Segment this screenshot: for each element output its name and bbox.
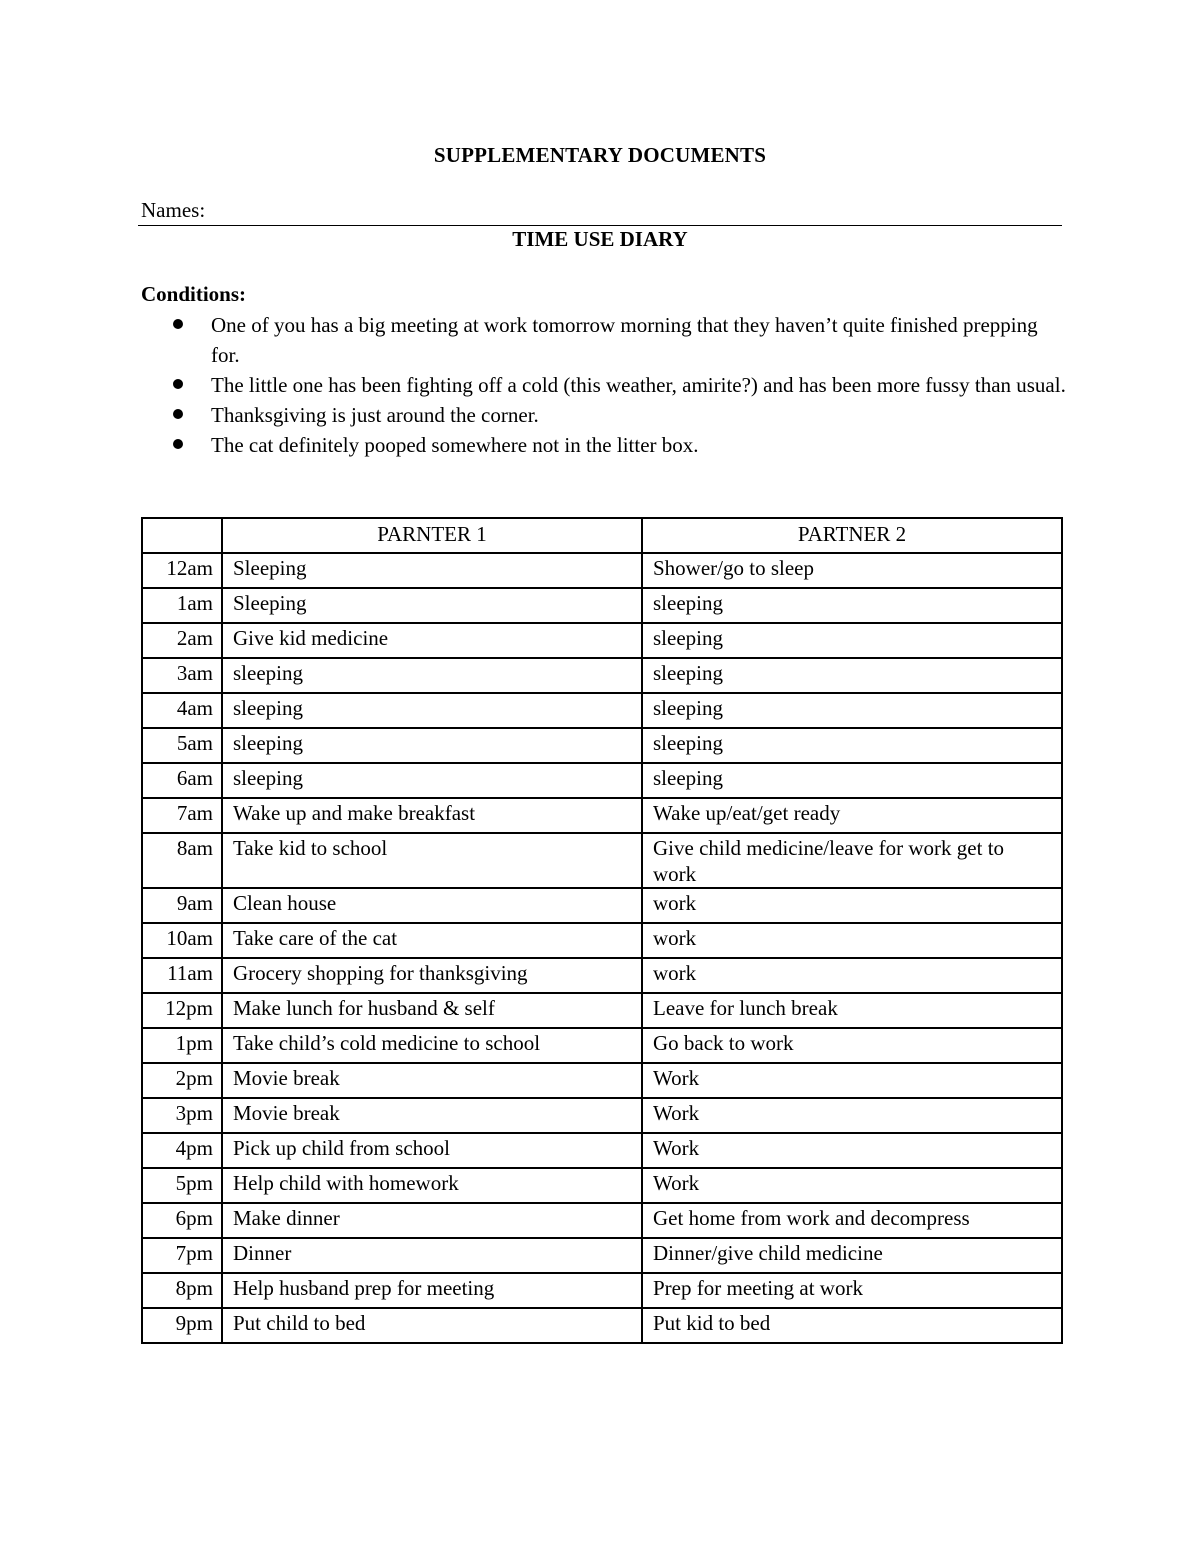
partner-2-cell[interactable]: Shower/go to sleep [642,553,1062,588]
partner-2-cell[interactable]: Give child medicine/leave for work get to work [642,833,1062,888]
table-row [142,763,1062,798]
table-row [142,993,1062,1028]
time-cell: 2am [142,623,222,658]
partner-1-cell[interactable]: Movie break [222,1063,642,1098]
condition-item [141,430,1071,460]
partner-2-cell[interactable]: work [642,888,1062,923]
table-row [142,588,1062,623]
names-label: Names: [141,198,206,222]
table-row [142,1133,1062,1168]
table-row [142,623,1062,658]
partner-1-cell[interactable]: Pick up child from school [222,1133,642,1168]
page-title: SUPPLEMENTARY DOCUMENTS [433,143,767,167]
partner-2-cell[interactable]: Get home from work and decompress [642,1203,1062,1238]
partner-1-cell[interactable]: Clean house [222,888,642,923]
header-time [142,518,222,553]
condition-item [141,400,1071,430]
partner-1-cell[interactable]: Put child to bed [222,1308,642,1343]
table-row [142,923,1062,958]
conditions-list [141,310,1071,460]
condition-text: Thanksgiving is just around the corner. [211,403,539,427]
table-row [142,658,1062,693]
time-cell: 5am [142,728,222,763]
table-row [142,1098,1062,1133]
table-row [142,693,1062,728]
partner-2-cell[interactable]: sleeping [642,763,1062,798]
partner-1-cell[interactable]: Make lunch for husband & self [222,993,642,1028]
partner-2-cell[interactable]: Work [642,1168,1062,1203]
partner-1-cell[interactable]: Take child’s cold medicine to school [222,1028,642,1063]
partner-2-cell[interactable]: Work [642,1133,1062,1168]
time-cell: 7am [142,798,222,833]
time-cell: 4am [142,693,222,728]
time-cell: 7pm [142,1238,222,1273]
condition-text: The little one has been fighting off a cold (this weather, amirite?) and has been more fussy than usual. [211,373,1066,397]
partner-1-cell[interactable]: Grocery shopping for thanksgiving [222,958,642,993]
table-row [142,1203,1062,1238]
table-row [142,1063,1062,1098]
partner-1-cell[interactable]: Make dinner [222,1203,642,1238]
condition-item [141,310,1071,370]
partner-1-cell[interactable]: sleeping [222,658,642,693]
partner-2-cell[interactable]: work [642,958,1062,993]
time-cell: 3pm [142,1098,222,1133]
partner-1-cell[interactable]: sleeping [222,763,642,798]
partner-1-cell[interactable]: sleeping [222,728,642,763]
time-cell: 9am [142,888,222,923]
bullet-icon [173,319,183,329]
time-cell: 4pm [142,1133,222,1168]
partner-2-cell[interactable]: Work [642,1063,1062,1098]
time-cell: 3am [142,658,222,693]
table-row [142,1273,1062,1308]
diary-title: TIME USE DIARY [512,227,688,251]
table-row [142,1308,1062,1343]
partner-2-cell[interactable]: Put kid to bed [642,1308,1062,1343]
time-cell: 5pm [142,1168,222,1203]
time-cell: 1pm [142,1028,222,1063]
time-cell: 8pm [142,1273,222,1308]
partner-1-cell[interactable]: sleeping [222,693,642,728]
partner-2-cell[interactable]: Wake up/eat/get ready [642,798,1062,833]
partner-1-cell[interactable]: Take kid to school [222,833,642,888]
partner-1-cell[interactable]: Help child with homework [222,1168,642,1203]
bullet-icon [173,409,183,419]
table-row [142,958,1062,993]
partner-2-cell[interactable]: Leave for lunch break [642,993,1062,1028]
table-row [142,888,1062,923]
time-cell: 8am [142,833,222,888]
partner-2-cell[interactable]: work [642,923,1062,958]
time-cell: 2pm [142,1063,222,1098]
conditions-heading: Conditions: [141,282,247,306]
time-cell: 9pm [142,1308,222,1343]
partner-1-cell[interactable]: Give kid medicine [222,623,642,658]
partner-2-cell[interactable]: Prep for meeting at work [642,1273,1062,1308]
condition-item [141,370,1071,400]
table-row [142,1168,1062,1203]
partner-2-cell[interactable]: Go back to work [642,1028,1062,1063]
time-cell: 10am [142,923,222,958]
partner-1-cell[interactable]: Wake up and make breakfast [222,798,642,833]
partner-2-cell[interactable]: sleeping [642,693,1062,728]
time-cell: 12pm [142,993,222,1028]
partner-2-cell[interactable]: sleeping [642,658,1062,693]
header-partner-2: PARTNER 2 [642,518,1062,553]
partner-2-cell[interactable]: sleeping [642,623,1062,658]
table-row [142,728,1062,763]
time-cell: 12am [142,553,222,588]
condition-text: One of you has a big meeting at work tomorrow morning that they haven’t quite finished prepping for. [211,313,1038,367]
names-field[interactable] [138,198,1062,226]
partner-2-cell[interactable]: sleeping [642,588,1062,623]
table-row [142,553,1062,588]
table-row [142,1028,1062,1063]
partner-1-cell[interactable]: Take care of the cat [222,923,642,958]
condition-text: The cat definitely pooped somewhere not in the litter box. [211,433,699,457]
time-cell: 1am [142,588,222,623]
partner-2-cell[interactable]: sleeping [642,728,1062,763]
header-partner-1: PARNTER 1 [222,518,642,553]
partner-2-cell[interactable]: Dinner/give child medicine [642,1238,1062,1273]
bullet-icon [173,379,183,389]
partner-1-cell[interactable]: Sleeping [222,553,642,588]
partner-1-cell[interactable]: Help husband prep for meeting [222,1273,642,1308]
table-header-row [142,518,1062,553]
table-row [142,1238,1062,1273]
partner-2-cell[interactable]: Work [642,1098,1062,1133]
partner-1-cell[interactable]: Dinner [222,1238,642,1273]
table-row [142,798,1062,833]
bullet-icon [173,439,183,449]
time-cell: 6am [142,763,222,798]
time-cell: 6pm [142,1203,222,1238]
partner-1-cell[interactable]: Movie break [222,1098,642,1133]
time-cell: 11am [142,958,222,993]
partner-1-cell[interactable]: Sleeping [222,588,642,623]
time-use-table [141,517,1063,1344]
table-row [142,833,1062,888]
